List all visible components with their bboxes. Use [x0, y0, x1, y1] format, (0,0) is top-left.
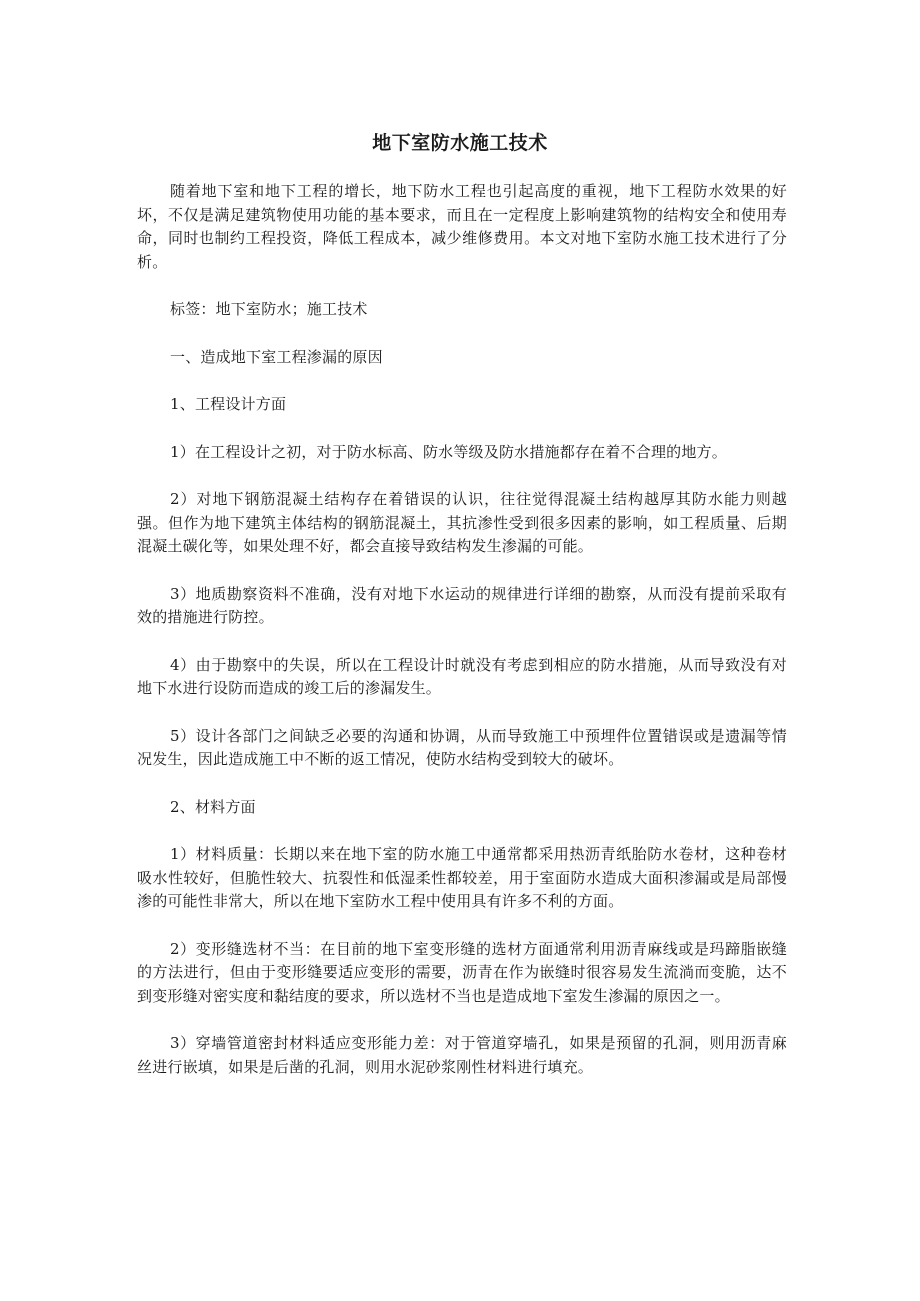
document-body [137, 180, 787, 1103]
list-paragraph: 3）穿墙管道密封材料适应变形能力差：对于管道穿墙孔，如果是预留的孔洞，则用沥青麻丝进行嵌填，如果是后凿的孔洞，则用水泥砂浆刚性材料进行填充。 [137, 1034, 787, 1076]
list-paragraph: 1）在工程设计之初，对于防水标高、防水等级及防水措施都存在着不合理的地方。 [170, 442, 727, 461]
list-paragraph: 1）材料质量：长期以来在地下室的防水施工中通常都采用热沥青纸胎防水卷材，这种卷材吸水性较好，但脆性较大、抗裂性和低湿柔性都较差，用于室面防水造成大面积渗漏或是局部慢渗的可能性非常大，所以在地下室防水工程中使用具有许多不利的方面。 [137, 845, 787, 910]
list-paragraph: 2）对地下钢筋混凝土结构存在着错误的认识，往往觉得混凝土结构越厚其防水能力则越强。但作为地下建筑主体结构的钢筋混凝土，其抗渗性受到很多因素的影响，如工程质量、后期混凝土碳化等，如果处理不好，都会直接导致结构发生渗漏的可能。 [137, 490, 787, 555]
list-paragraph: 3）地质勘察资料不准确，没有对地下水运动的规律进行详细的勘察，从而没有提前采取有效的措施进行防控。 [137, 584, 787, 626]
section-heading: 一、造成地下室工程渗漏的原因 [170, 347, 383, 366]
keywords-line: 标签：地下室防水；施工技术 [170, 300, 368, 318]
list-paragraph: 5）设计各部门之间缺乏必要的沟通和协调，从而导致施工中预埋件位置错误或是遗漏等情况发生，因此造成施工中不断的返工情况，使防水结构受到较大的破坏。 [137, 726, 787, 768]
list-paragraph: 2）变形缝选材不当：在目前的地下室变形缝的选材方面通常利用沥青麻线或是玛蹄脂嵌缝的方法进行，但由于变形缝要适应变形的需要，沥青在作为嵌缝时很容易发生流淌而变脆，达不到变形缝对密实度和黏结度的要求，所以选材不当也是造成地下室发生渗漏的原因之一。 [137, 939, 787, 1005]
subsection-heading: 1、工程设计方面 [170, 395, 287, 413]
subsection-heading: 2、材料方面 [170, 797, 256, 816]
intro-paragraph: 随着地下室和地下工程的增长，地下防水工程也引起高度的重视，地下工程防水效果的好坏，不仅是满足建筑物使用功能的基本要求，而且在一定程度上影响建筑物的结构安全和使用寿命，同时也制约工程投资，降低工程成本，减少维修费用。本文对地下室防水施工技术进行了分析。 [137, 182, 787, 271]
list-paragraph: 4）由于勘察中的失误，所以在工程设计时就没有考虑到相应的防水措施，从而导致没有对地下水进行设防而造成的竣工后的渗漏发生。 [137, 655, 787, 697]
document-title: 地下室防水施工技术 [372, 132, 548, 154]
